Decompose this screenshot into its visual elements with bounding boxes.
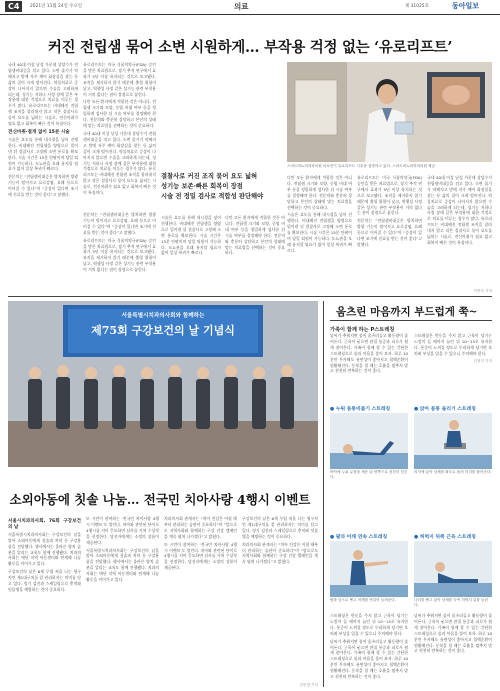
- article2-body: 치과의사회 관계자는 “치아 건강은 어릴 때부터 관리하는 습관이 중요하다”며 “앞으로도 지역사회와 함께하는 구강 건강 캠페인을 계속 펼쳐 나가겠다”고 밝혔다.: [242, 541, 318, 565]
- article3-body: 스트레칭은 반동을 주지 않고 근육이 당기는 느낌이 들 때까지 늘린 뒤 10~15초 유지한다. 통증이 느껴질 정도로 무리하게 당기면 오히려 부상을 입을 수 있으니 주의해야 한다.: [414, 333, 492, 356]
- article1-body: 유로리프트는 미국 식품의약국(FDA) 승인을 받은 치료법으로, 장기 추적 연구에서 효과가 5년 이상 유지되는 것으로 보고됐다. 조직을 제거하지 않기 때문에 출혈 위험이 낮고, 역행성 사정 같은 성기능 관련 부작용이 거의 없다는 점이 장점으로 꼽힌다.: [83, 62, 156, 97]
- exercise-caption: 팔을 앞으로 뻗고 어깨를 번갈아 늘려준다.: [330, 598, 396, 602]
- article2-body: 치과의사회 관계자는 “치아 건강은 어릴 때부터 관리하는 습관이 중요하다”며 “앞으로도 지역사회와 함께하는 구강 건강 캠페인을 계속 펼쳐 나가겠다”고 밝혔다.: [164, 516, 237, 539]
- article3-subtitle: 가족이 함께 하는 P스트레칭: [330, 327, 395, 333]
- article3-column-4: [414, 613, 492, 685]
- article2-column-4: [242, 516, 318, 682]
- article1-body: 다만 모든 환자에게 적합한 것은 아니다. 전립샘 크기와 모양, 중엽 비대 여부 등을 정밀하게 검사한 뒤 시술 여부를 결정해야 한다. 전문의와 충분히 상담하고 본인의 상태에 맞는 치료법을 선택하는 것이 중요하다.: [83, 99, 156, 129]
- article3-column-2: [414, 333, 492, 401]
- banner-subtitle: 서울특별시치과의사회와 함께하는: [121, 313, 205, 319]
- pull-quote-line: 시술 전 정밀 검사로 적합성 판단해야: [161, 193, 264, 200]
- article2-body: 서울특별시치과의사회는 구강보건의 날을 맞아 소외아동에게 칫솔과 치약 등 구강용품을 전달했다. 행사에서는 올바른 양치 습관을 알리는 교육도 함께 진행됐다. 치과의사회는 매년 지역 아동센터와 연계해 나눔 활동을 이어가고 있다.: [8, 531, 81, 567]
- article2-body: 서울특별시치과의사회는 구강보건의 날을 맞아 소외아동에게 칫솔과 치약 등 구강용품을 전달했다. 행사에서는 올바른 양치 습관을 알리는 교육도 함께 진행됐다. 치과의사회는 매년 지역 아동센터와 연계해 나눔 활동을 이어가고 있다.: [86, 547, 159, 583]
- article1-body: 전문의는 “전립샘비대증은 방치하면 방광 기능이 떨어지고 요로감염, 요폐 등으로 이어질 수 있다”며 “증상이 있다면 조기에 진료를 받는 것이 좋다”고 말했다.: [357, 218, 422, 247]
- exercise-photo: [330, 541, 408, 597]
- section-divider: [8, 296, 492, 297]
- exercise-caption: 다리를 뻗고 앉아 상체를 숙여 허벅지 뒤를 늘린다.: [414, 598, 488, 607]
- exercise-photo: [330, 413, 408, 469]
- exercise-photo: [414, 413, 492, 469]
- article1-body: 다만 모든 환자에게 적합한 것은 아니다. 전립샘 크기와 모양, 중엽 비대 여부 등을 정밀하게 검사한 뒤 시술 여부를 결정해야 한다. 전문의와 충분히 상담하고 본인의 상태에 맞는 치료법을 선택하는 것이 중요하다.: [225, 215, 285, 256]
- article1-body: 국내 40대 이상 남성 가운데 상당수가 전립샘비대증을 겪고 있다. 소변 줄기가 약해지고 밤에 자주 깨어 화장실을 찾는 등 삶의 질이 크게 떨어진다. 약물치료로 증상이 나아지지 않으면 수술을 고려하게 되는데, 성기능 저하나 사정 장애 같은 부작용에 대한 걱정으로 치료를 미루는 경우가 많다. 유로리프트는 비대해진 전립샘 조직을 잘라내지 않고 작은 결찰사로 묶어 요도를 넓히는 시술로, 전신마취가 필요 없고 회복이 빠른 것이 특징이다.: [427, 175, 492, 245]
- exercise-caption: 바닥에 누워 무릎을 세운 뒤 양쪽으로 천천히 넘긴다.: [330, 470, 408, 479]
- article1-body: 전문의는 “전립샘비대증은 방치하면 방광 기능이 떨어지고 요로감염, 요폐 등으로 이어질 수 있다”며 “증상이 있다면 조기에 진료를 받는 것이 좋다”고 말했다.: [8, 174, 78, 198]
- article1-body: 시술은 요도를 통해 내시경을 넣어 진행한다. 비대해진 전립샘을 양옆으로 밀어낸 뒤 결찰사로 고정해 소변 통로를 확보한다. 시술 시간은 15분 안팎이며 당일 퇴원이 가능하다. 도뇨관을 오래 유지할 필요가 없어 일상 복귀가 빠르다.: [287, 212, 352, 253]
- article1-body: 시술은 요도를 통해 내시경을 넣어 진행한다. 비대해진 전립샘을 양옆으로 밀어낸 뒤 결찰사로 고정해 소변 통로를 확보한다. 시술 시간은 15분 안팎이며 당일 퇴원이 가능하다. 도뇨관을 오래 유지할 필요가 없어 일상 복귀가 빠르다.: [8, 136, 78, 172]
- article3-body: 날씨가 추워지면 몸이 움츠러들고 활동량이 줄어든다. 근육이 굳으면 관절 통증과 피로가 쉽게 찾아온다. 가족이 함께 할 수 있는 간단한 스트레칭으로 몸과 마음을 풀어 보자. 하루 10분만 투자해도 유연성이 좋아지고 혈액순환이 원활해진다. 동작을 할 때는 호흡을 멈추지 말고 천천히 반복하는 것이 좋다.: [414, 613, 492, 654]
- banner-title: 제75회 구강보건의 날 기념식: [91, 324, 235, 337]
- pull-quote-line: 성기능 보존·빠른 회복이 장점: [161, 183, 243, 190]
- article1-body: 국내 40대 이상 남성 가운데 상당수가 전립샘비대증을 겪고 있다. 소변 줄기가 약해지고 밤에 자주 깨어 화장실을 찾는 등 삶의 질이 크게 떨어진다. 약물치료로 증상이 나아지지 않으면 수술을 고려하게 되는데, 성기능 저하나 사정 장애 같은 부작용에 대한 걱정으로 치료를 미루는 경우가 많다. 유로리프트는 비대해진 전립샘 조직을 잘라내지 않고 작은 결찰사로 묶어 요도를 넓히는 시술로, 전신마취가 필요 없고 회복이 빠른 것이 특징이다.: [83, 130, 156, 196]
- stretch-figure-icon: [330, 541, 408, 597]
- article1-column-2b: [83, 212, 156, 288]
- article1-column-5: [427, 175, 492, 287]
- section-name: 의료: [234, 2, 249, 11]
- article2-headline: 소외아동에 칫솔 나눔… 전국민 치아사랑 4행시 이벤트: [9, 492, 311, 507]
- pull-quote-line: 결찰사로 커진 조직 묶어 요도 넓혀: [161, 173, 258, 180]
- exercise-photo: [414, 541, 492, 597]
- article1-body: 유로리프트는 미국 식품의약국(FDA) 승인을 받은 치료법으로, 장기 추적 연구에서 효과가 5년 이상 유지되는 것으로 보고됐다. 조직을 제거하지 않기 때문에 출혈 위험이 낮고, 역행성 사정 같은 성기능 관련 부작용이 거의 없다는 점이 장점으로 꼽힌다.: [357, 175, 422, 216]
- exercise-heading: ● 앉아 몸통 돌리기 스트레칭: [414, 407, 476, 412]
- article2-body: 구강보건의 날은 6세 무렵 처음 나는 영구치인 제1대구치를 잘 관리하자는 의미를 담고 있다. 정기 검진과 스케일링으로 충치와 잇몸병을 예방하는 것이 중요하다.: [242, 516, 318, 539]
- article2-body: 또 시민이 참여하는 ‘전국민 치아사랑 4행시 이벤트’도 열린다. 치아와 관련된 단어로 4행시를 지어 응모하면 심사를 거쳐 수상작을 선정한다. 당선자에게는 소정의 상품이 제공된다.: [86, 516, 159, 545]
- article1-body: 국내 40대 이상 남성 가운데 상당수가 전립샘비대증을 겪고 있다. 소변 줄기가 약해지고 밤에 자주 깨어 화장실을 찾는 등 삶의 질이 크게 떨어진다. 약물치료로 증상이 나아지지 않으면 수술을 고려하게 되는데, 성기능 저하나 사정 장애 같은 부작용에 대한 걱정으로 치료를 미루는 경우가 많다. 유로리프트는 비대해진 전립샘 조직을 잘라내지 않고 작은 결찰사로 묶어 요도를 넓히는 시술로, 전신마취가 필요 없고 회복이 빠른 것이 특징이다.: [8, 62, 78, 127]
- article3-byline: 김형진 기자: [473, 358, 492, 363]
- article1-subhead: 전신마취·절개 없이 15분 시술: [8, 129, 70, 135]
- article1-body: 전문의는 “전립샘비대증은 방치하면 방광 기능이 떨어지고 요로감염, 요폐 등으로 이어질 수 있다”며 “증상이 있다면 조기에 진료를 받는 것이 좋다”고 말했다.: [83, 212, 156, 235]
- article1-column-1: [8, 62, 78, 286]
- article3-body: 날씨가 추워지면 몸이 움츠러들고 활동량이 줄어든다. 근육이 굳으면 관절 통증과 피로가 쉽게 찾아온다. 가족이 함께 할 수 있는 간단한 스트레칭으로 몸과 마음을 풀어 보자. 하루 10분만 투자해도 유연성이 좋아지고 혈액순환이 원활해진다. 동작을 할 때는 호흡을 멈추지 말고 천천히 반복하는 것이 좋다.: [330, 333, 408, 374]
- column-divider: [323, 301, 324, 687]
- stretch-figure-icon: [414, 413, 492, 469]
- article3-headline: 움츠린 마음까지 부드럽게 쭉~: [336, 306, 478, 318]
- article2-body: 또 시민이 참여하는 ‘전국민 치아사랑 4행시 이벤트’도 열린다. 치아와 관련된 단어로 4행시를 지어 응모하면 심사를 거쳐 수상작을 선정한다. 당선자에게는 소정의 상품이 제공된다.: [164, 541, 237, 571]
- article2-subhead: 서울시치과의사회, 76회 구강보건의 날: [8, 519, 81, 530]
- article1-body: 유로리프트는 미국 식품의약국(FDA) 승인을 받은 치료법으로, 장기 추적 연구에서 효과가 5년 이상 유지되는 것으로 보고됐다. 조직을 제거하지 않기 때문에 출혈 위험이 낮고, 역행성 사정 같은 성기능 관련 부작용이 거의 없다는 점이 장점으로 꼽힌다.: [83, 237, 156, 273]
- publication-date: 2021년 11월 24일 수요일: [30, 4, 82, 9]
- article1-body: 다만 모든 환자에게 적합한 것은 아니다. 전립샘 크기와 모양, 중엽 비대 여부 등을 정밀하게 검사한 뒤 시술 여부를 결정해야 한다. 전문의와 충분히 상담하고 본인의 상태에 맞는 치료법을 선택하는 것이 중요하다.: [287, 175, 352, 210]
- exercise-heading: ● 누워 몸통비틀기 스트레칭: [330, 407, 391, 412]
- article1-column-2: [83, 62, 156, 208]
- stretch-figure-icon: [414, 541, 492, 597]
- article2-body: 구강보건의 날은 6세 무렵 처음 나는 영구치인 제1대구치를 잘 관리하자는 의미를 담고 있다. 정기 검진과 스케일링으로 충치와 잇몸병을 예방하는 것이 중요하다.: [8, 569, 81, 592]
- article1-body: 시술은 요도를 통해 내시경을 넣어 진행한다. 비대해진 전립샘을 양옆으로 밀어낸 뒤 결찰사로 고정해 소변 통로를 확보한다. 시술 시간은 15분 안팎이며 당일 퇴원이 가능하다. 도뇨관을 오래 유지할 필요가 없어 일상 복귀가 빠르다.: [161, 215, 221, 256]
- exercise-heading: ● 팔과 어깨 연속 스트레칭: [330, 535, 388, 540]
- article3-body: 날씨가 추워지면 몸이 움츠러들고 활동량이 줄어든다. 근육이 굳으면 관절 통증과 피로가 쉽게 찾아온다. 가족이 함께 할 수 있는 간단한 스트레칭으로 몸과 마음을 풀어 보자. 하루 10분만 투자해도 유연성이 좋아지고 혈액순환이 원활해진다. 동작을 할 때는 호흡을 멈추지 말고 천천히 반복하는 것이 좋다.: [330, 638, 408, 680]
- article1-byline: 이종숙 기자: [473, 289, 492, 293]
- pull-quote: [161, 172, 286, 202]
- article2-byline: 김민영 기자: [299, 683, 318, 687]
- article2-column-1: [8, 516, 81, 686]
- article1-headline: 커진 전립샘 묶어 소변 시원하게… 부작용 걱정 없는 ‘유로리프트’: [47, 39, 453, 56]
- article3-rule: [330, 320, 492, 321]
- doctor-photo-illustration: [287, 62, 492, 162]
- article1-photo-caption: 스마트비뇨의학과의원 의료진이 유로리프트 시술을 설명하고 있다. 스마트비뇨의학과의원 제공: [287, 164, 435, 168]
- exercise-heading: ● 허벅지 뒤쪽 근육 스트레칭: [414, 535, 476, 540]
- issue-number: 제 31025호: [405, 4, 429, 9]
- exercise-caption: 의자에 앉아 상체를 좌우로 돌려 허리를 풀어준다.: [414, 470, 492, 474]
- article1-column-2d: [225, 215, 285, 288]
- article2-column-3: [164, 516, 237, 686]
- article1-column-4: [357, 175, 422, 287]
- article2-column-2: [86, 516, 159, 686]
- article1-column-3: [287, 175, 352, 287]
- article1-photo: [287, 62, 492, 162]
- article3-column-3: [330, 613, 408, 685]
- article3-body: 스트레칭은 반동을 주지 않고 근육이 당기는 느낌이 들 때까지 늘린 뒤 10~15초 유지한다. 통증이 느껴질 정도로 무리하게 당기면 오히려 부상을 입을 수 있으니 주의해야 한다.: [330, 613, 408, 636]
- article1-column-2c: [161, 215, 221, 288]
- article3-column-1: [330, 333, 408, 401]
- stretch-figure-icon: [330, 413, 408, 469]
- page-number: C4: [5, 1, 22, 12]
- newspaper-logo: 동아일보: [452, 2, 480, 10]
